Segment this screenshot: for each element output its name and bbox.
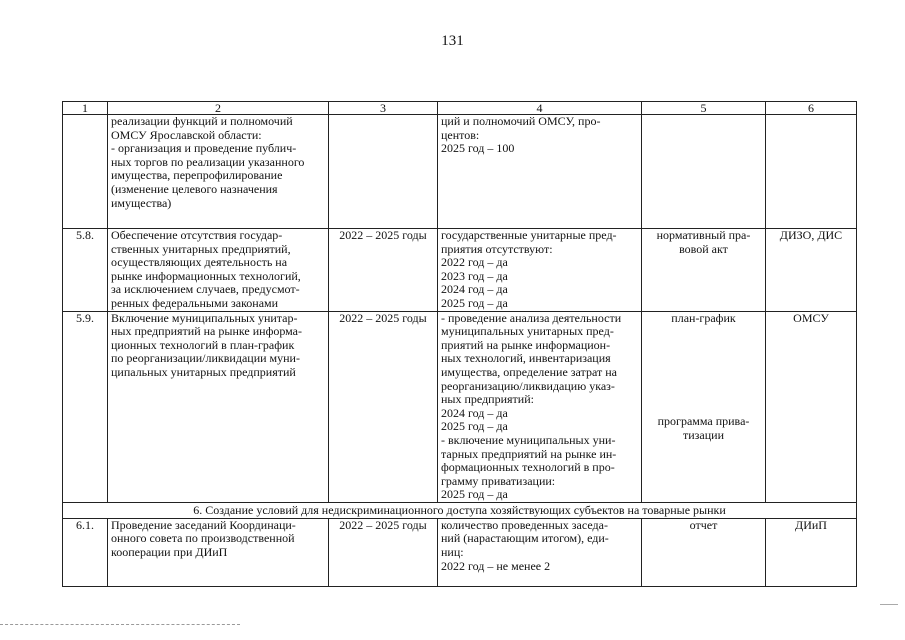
header-cell: 5 <box>642 102 766 115</box>
section-heading: 6. Создание условий для недискриминационного доступа хозяйствующих субъектов на товарные рынки <box>63 502 857 518</box>
header-cell: 6 <box>766 102 857 115</box>
implementation-period: 2022 – 2025 годы <box>329 518 438 586</box>
table-header-row <box>63 102 857 115</box>
result-document: отчет <box>642 518 766 586</box>
measure-description: Включение муниципальных унитар- ных предприятий на рынке информа- ционных технологий в план-график по реорганизации/ликвидации муни- ципальных унитарных предприятий <box>108 311 329 502</box>
header-cell: 3 <box>329 102 438 115</box>
table-row <box>63 229 857 312</box>
table-row <box>63 115 857 229</box>
responsible-body: ДИиП <box>766 518 857 586</box>
responsible-body: ОМСУ <box>766 311 857 502</box>
result-document: нормативный пра- вовой акт <box>642 229 766 312</box>
header-cell: 1 <box>63 102 108 115</box>
responsible-body <box>766 115 857 229</box>
header-cell: 2 <box>108 102 329 115</box>
implementation-period <box>329 115 438 229</box>
row-number: 5.8. <box>63 229 108 312</box>
table-row <box>63 311 857 502</box>
target-indicator: ций и полномочий ОМСУ, про- центов: 2025 год – 100 <box>438 115 642 229</box>
implementation-period: 2022 – 2025 годы <box>329 229 438 312</box>
section-heading-row <box>63 502 857 518</box>
table-row <box>63 518 857 586</box>
result-document <box>642 115 766 229</box>
measure-description: Проведение заседаний Координаци- онного совета по производственной кооперации при ДИиП <box>108 518 329 586</box>
scan-artifact-mark <box>880 604 898 605</box>
header-cell: 4 <box>438 102 642 115</box>
result-document-cell <box>642 311 766 502</box>
result-document-secondary: программа прива- тизации <box>657 414 750 442</box>
responsible-body: ДИЗО, ДИС <box>766 229 857 312</box>
row-number <box>63 115 108 229</box>
measure-description: реализации функций и полномочий ОМСУ Ярославской области: - организация и проведение публич- ных торгов по реализации указанного имущества, перепрофилирование (изменение целевого назначения имущества) <box>108 115 329 229</box>
page-number: 131 <box>441 33 464 49</box>
scan-artifact-line <box>0 618 240 625</box>
target-indicator: государственные унитарные пред- приятия отсутствуют: 2022 год – да 2023 год – да 2024 год – да 2025 год – да <box>438 229 642 312</box>
target-indicator: - проведение анализа деятельности муниципальных унитарных пред- приятий на рынке информацион- ных технологий, инвентаризация имущества, определение затрат на реорганизацию/ликвидацию указ- ных предприятий: 2024 год – да 2025 год – да - включение муниципальных уни- тарных предприятий на рынке ин- формационных технологий в про- грамму приватизации: 2025 год – да <box>438 311 642 502</box>
row-number: 5.9. <box>63 311 108 502</box>
row-number: 6.1. <box>63 518 108 586</box>
implementation-period: 2022 – 2025 годы <box>329 311 438 502</box>
measures-table <box>62 101 857 587</box>
measure-description: Обеспечение отсутствия государ- ственных унитарных предприятий, осуществляющих деятельность на рынке информационных технологий, за исключением случаев, предусмот- ренных федеральными законами <box>108 229 329 312</box>
result-document: план-график <box>671 310 736 325</box>
target-indicator: количество проведенных заседа- ний (нарастающим итогом), еди- ниц: 2022 год – не менее 2 <box>438 518 642 586</box>
